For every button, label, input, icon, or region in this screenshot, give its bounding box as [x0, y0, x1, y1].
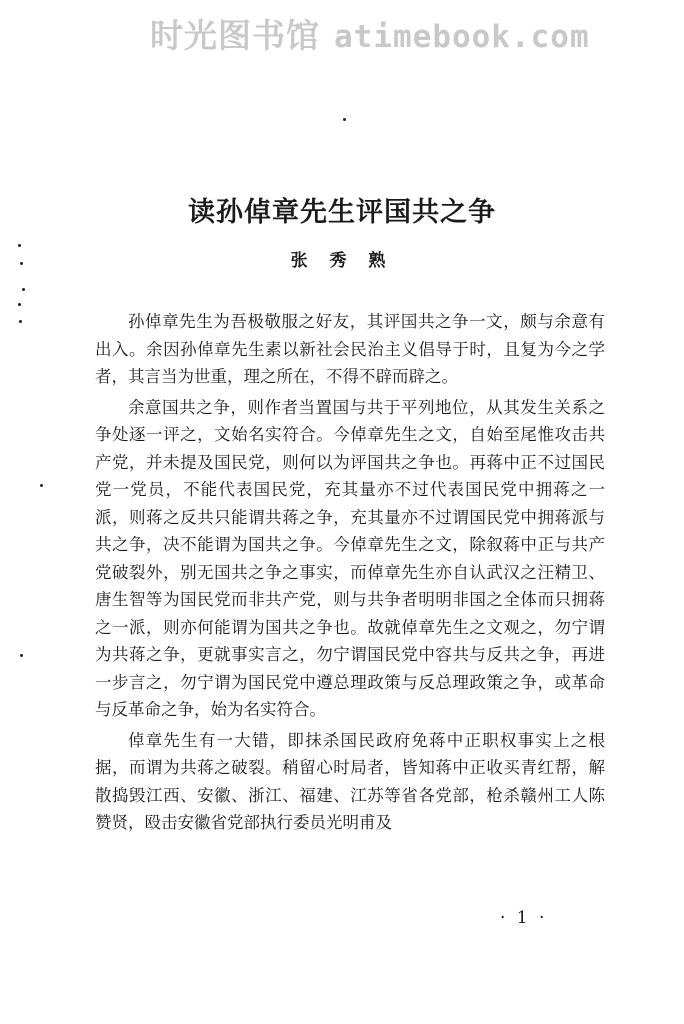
paragraph-1: 孙倬章先生为吾极敬服之好友，其评国共之争一文，颇与余意有出入。余因孙倬章先生素以新社会民治主义倡导于时，且复为今之学者，其言当为世重，理之所在，不得不辟而辟之。 — [95, 312, 605, 386]
article-body — [95, 308, 605, 840]
article-title: 读孙倬章先生评国共之争 — [188, 197, 496, 229]
scan-speck — [20, 654, 23, 657]
scan-speck — [343, 118, 346, 121]
watermark-latin: atimebook.com — [334, 19, 590, 55]
watermark-cn: 时光图书馆 — [150, 16, 320, 55]
scan-speck — [40, 484, 43, 487]
scan-speck — [18, 303, 21, 306]
article-author: 张 秀 熟 — [290, 251, 394, 271]
scan-speck — [19, 320, 22, 323]
page-number: · 1 · — [500, 908, 548, 928]
paragraph-2: 余意国共之争，则作者当置国与共于平列地位，从其发生关系之争处逐一评之，文始名实符合。今倬章先生之文，自始至尾惟攻击共产党，并未提及国民党，则何以为评国共之争也。再蒋中正不过国民党一党员，不能代表国民党，充其量亦不过代表国民党中拥蒋之一派，则蒋之反共只能谓共蒋之争，充其量亦不过谓国民党中拥蒋派与共之争，决不能谓为国共之争。今倬章先生之文，除叙蒋中正与共产党破裂外，别无国共之争之事实，而倬章先生亦自认武汉之汪精卫、唐生智等为国民党而非共产党，则与共争者明明非国之全体而只拥蒋之一派，则亦何能谓为国共之争也。故就倬章先生之文观之，勿宁谓为共蒋之争，更就事实言之，勿宁谓国民党中容共与反共之争，再进一步言之，勿宁谓为国民党中遵总理政策与反总理政策之争，或革命与反革命之争，始为名实符合。 — [95, 397, 605, 719]
scan-speck — [22, 288, 25, 291]
watermark — [150, 10, 590, 57]
paragraph-3: 倬章先生有一大错，即抹杀国民政府免蒋中正职权事实上之根据，而谓为共蒋之破裂。稍留心时局者，皆知蒋中正收买青红帮，解散捣毁江西、安徽、浙江、福建、江苏等省各党部，枪杀赣州工人陈赞贤，殴击安徽省党部执行委员光明甫及 — [95, 730, 605, 832]
